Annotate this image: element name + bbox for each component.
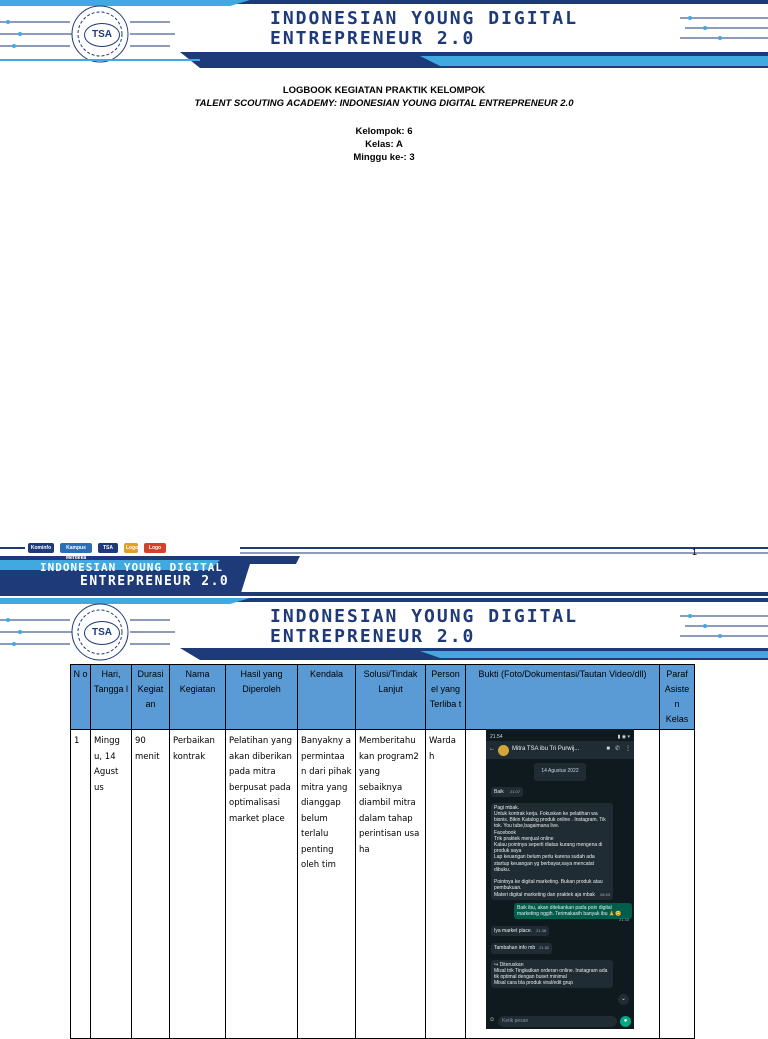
- video-call-icon: ■: [606, 746, 610, 753]
- kampus-merdeka-logo: Kampus Merdeka: [60, 543, 92, 553]
- header-signature: Paraf Asiste n Kelas: [660, 665, 695, 730]
- chat-header: [486, 741, 634, 759]
- message-input: Ketik pesan: [498, 1016, 617, 1027]
- incoming-message: [491, 787, 523, 797]
- cell-no: 1: [71, 730, 91, 1039]
- tsa-footer-logo: TSA: [98, 543, 118, 553]
- message-text: Baik ibu, akan ditekankan pada poin digital marketing nggih. Terimakasih banyak ibu 🙏😊: [517, 904, 622, 917]
- cell-obstacle: Banyakny a permintaa n dari pihak mitra yang dianggap belum terlalu penting oleh tim: [298, 730, 356, 1039]
- header-no: N o: [71, 665, 91, 730]
- contact-name: Mitra TSA ibu Tri Purwij...: [512, 746, 580, 753]
- cell-duration: 90 menit: [132, 730, 170, 1039]
- cell-activity: Perbaikan kontrak: [170, 730, 226, 1039]
- cell-result: Pelatihan yang akan diberikan pada mitra berpusat pada optimalisasi market place: [226, 730, 298, 1039]
- header-personnel: Person el yang Terliba t: [426, 665, 466, 730]
- table-row: [71, 730, 695, 1039]
- table-header-row: [71, 665, 695, 730]
- header-result: Hasil yang Diperoleh: [226, 665, 298, 730]
- banner-title-line1: INDONESIAN YOUNG DIGITAL: [270, 8, 579, 29]
- contact-avatar: [498, 745, 509, 756]
- incoming-message: [491, 943, 552, 953]
- partner-logos: [28, 541, 166, 561]
- document-subheading: TALENT SCOUTING ACADEMY: INDONESIAN YOUNG DIGITAL ENTREPRENEUR 2.0: [194, 98, 574, 109]
- date-chip: 14 Agustus 2022: [534, 763, 586, 781]
- cell-date: Mingg u, 14 Agust us: [91, 730, 132, 1039]
- status-icons: ▮ ◉ ▾: [617, 734, 630, 740]
- incoming-message: [491, 803, 613, 900]
- message-time: 08.53: [599, 891, 610, 897]
- cell-solution: Memberitahu kan program2 yang sebaiknya diambil mitra dalam tahap perintisan usa ha: [356, 730, 426, 1039]
- footer-title-line1: INDONESIAN YOUNG DIGITAL: [40, 561, 223, 574]
- chat-input-bar: [486, 1013, 634, 1029]
- tsa-logo: TSA: [84, 23, 120, 47]
- message-time: 21.52: [539, 945, 550, 951]
- message-time: 21.48: [536, 928, 547, 934]
- status-time: 21.54: [490, 734, 503, 740]
- header-activity: Nama Kegiatan: [170, 665, 226, 730]
- logbook-table: [70, 664, 695, 1039]
- document-header: [0, 84, 768, 164]
- kominfo-logo: Kominfo: [28, 543, 54, 553]
- document-heading: LOGBOOK KEGIATAN PRAKTIK KELOMPOK: [282, 85, 486, 96]
- cell-personnel: Warda h: [426, 730, 466, 1039]
- header-evidence: Bukti (Foto/Dokumentasi/Tautan Video/dll): [466, 665, 660, 730]
- message-text: Pagi mbak. Untuk kontrak kerja. Fokuskan ke pelatihan wa bisnis. Bikin Katalog produk online . Instagram. Tik tok. You tube,bagaimana live. Facebook Trik praktek menjual online Kalau pointnya seperti diatas kurang mengena di produk saya Lap keuangan belum perlu karena sudah ada startup keuangan yg berbayar,saya mencatat dibuku. Pointnya ke digital marketing. Bukan produk atau pembukuan. Materi digital marketing dan praktek aja mbak: [494, 804, 606, 898]
- header-duration: Durasi Kegiat an: [132, 665, 170, 730]
- message-text: Iya market place.: [494, 928, 533, 935]
- banner-title-line1: INDONESIAN YOUNG DIGITAL: [270, 606, 579, 627]
- week-number: Minggu ke-: 3: [353, 152, 415, 163]
- mic-icon: ●: [620, 1016, 631, 1027]
- top-banner: [0, 0, 768, 68]
- class-name: Kelas: A: [365, 139, 403, 150]
- phone-status-bar: [486, 729, 634, 741]
- chat-messages: [486, 783, 634, 989]
- banner-title-line2: ENTREPRENEUR 2.0: [270, 28, 476, 49]
- outgoing-message: [514, 903, 632, 923]
- message-time: 21.07: [509, 788, 520, 794]
- phone-call-icon: ✆: [614, 746, 620, 753]
- scroll-down-icon: ⌄: [618, 994, 629, 1005]
- footer-title-line2: ENTREPRENEUR 2.0: [80, 574, 230, 589]
- page-number: 1: [692, 547, 698, 557]
- partner-logo: Logo: [126, 545, 139, 551]
- incoming-message: [491, 960, 613, 989]
- message-text: ↪ Diteruskan Misal trik Tingkatkan orderan online. Instagram ada tik optimal dengan buset minimal Misal cara bla produk viral/edit grup: [494, 961, 608, 987]
- cell-evidence: [466, 730, 660, 1039]
- more-options-icon: ⋮: [625, 746, 631, 753]
- header-solution: Solusi/Tindak Lanjut: [356, 665, 426, 730]
- message-text: Tambahan info mb: [494, 945, 536, 952]
- partner-logo: Logo: [144, 543, 166, 553]
- group-number: Kelompok: 6: [355, 126, 413, 137]
- banner-title-line2: ENTREPRENEUR 2.0: [270, 626, 476, 647]
- tsa-logo: TSA: [84, 621, 120, 645]
- cell-signature: [660, 730, 695, 1039]
- whatsapp-screenshot: [486, 729, 634, 1029]
- incoming-message: [491, 926, 549, 936]
- top-banner-page2: [0, 598, 768, 666]
- header-obstacle: Kendala: [298, 665, 356, 730]
- back-arrow-icon: ←: [489, 746, 495, 753]
- emoji-icon: ☺: [489, 1017, 496, 1024]
- message-text: Baik: [494, 788, 504, 795]
- header-date: Hari, Tangga l: [91, 665, 132, 730]
- message-time: 21.33: [618, 917, 629, 923]
